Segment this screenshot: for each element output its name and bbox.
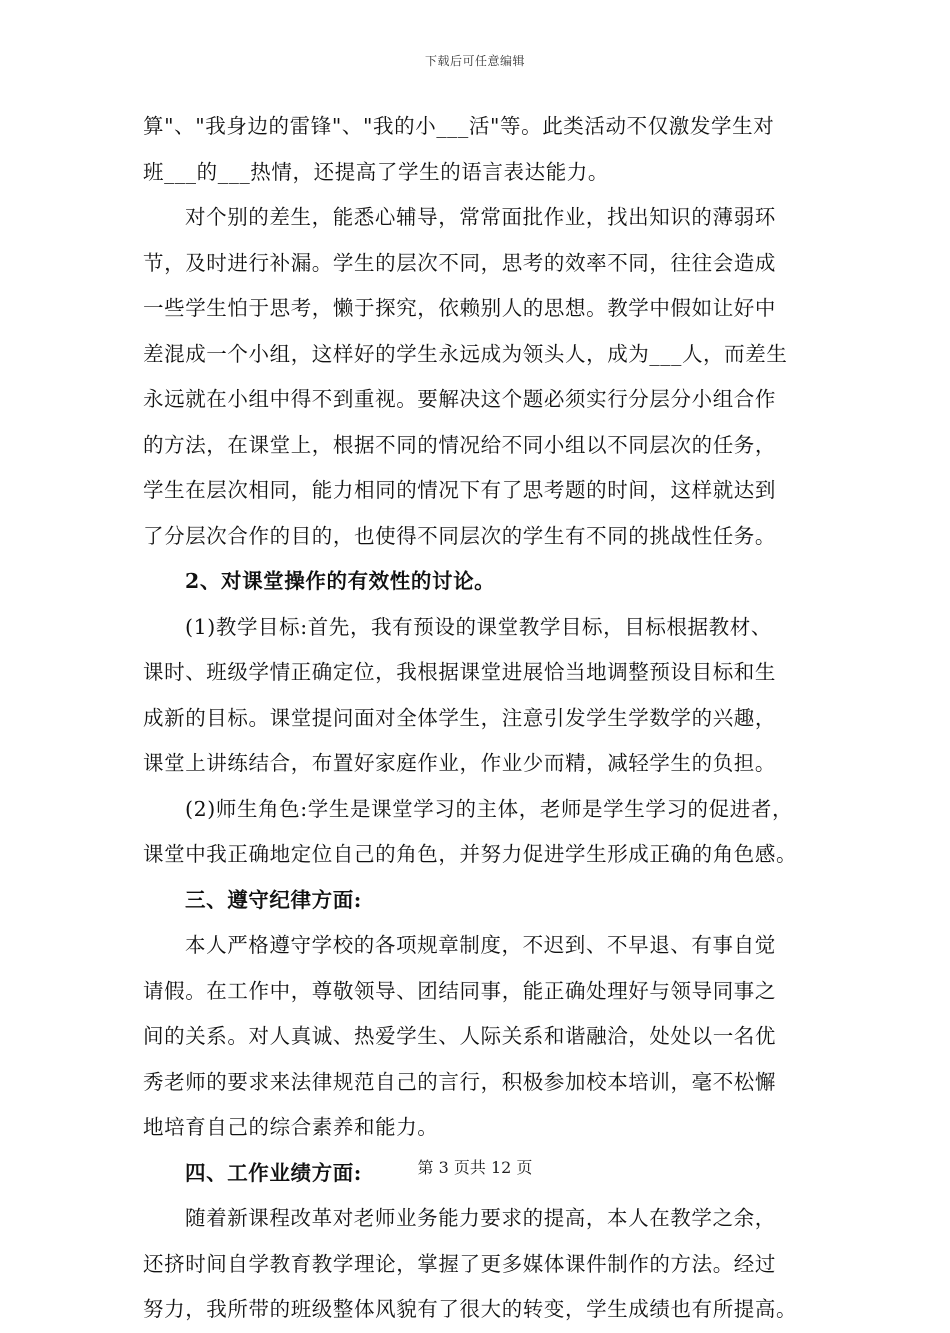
section-heading: 2、对课堂操作的有效性的讨论。 (185, 569, 496, 593)
text-line: 间的关系。对人真诚、热爱学生、人际关系和谐融洽，处处以一名优 (143, 1024, 776, 1048)
text-line: 差混成一个小组，这样好的学生永远成为领头人，成为___人，而差生 (143, 341, 788, 366)
text-line: 的方法，在课堂上，根据不同的情况给不同小组以不同层次的任务， (143, 432, 776, 457)
text-line: 学生在层次相同，能力相同的情况下有了思考题的时间，这样就达到 (143, 478, 776, 502)
text-line: 地培育自己的综合素养和能力。 (143, 1115, 439, 1139)
paragraph-start: (2)师生角色:学生是课堂学习的主体，老师是学生学习的促进者， (185, 796, 794, 821)
page-footer: 第 3 页共 12 页 (417, 1158, 533, 1177)
text-line: 节，及时进行补漏。学生的层次不同，思考的效率不同，往往会造成 (143, 250, 776, 275)
text-line: 课时、班级学情正确定位，我根据课堂进展恰当地调整预设目标和生 (143, 660, 776, 684)
text-line: 成新的目标。课堂提问面对全体学生，注意引发学生学数学的兴趣， (143, 705, 776, 730)
text-line: 一些学生怕于思考，懒于探究，依赖别人的思想。教学中假如让好中 (143, 296, 776, 320)
section-heading: 三、遵守纪律方面: (185, 887, 362, 912)
paragraph-start: (1)教学目标:首先，我有预设的课堂教学目标，目标根据教材、 (185, 614, 772, 639)
text-line: 算"、"我身边的雷锋"、"我的小___活"等。此类活动不仅激发学生对 (143, 114, 775, 138)
text-line: 课堂上讲练结合，布置好家庭作业，作业少而精，减轻学生的负担。 (143, 751, 776, 775)
paragraph-start: 随着新课程改革对老师业务能力要求的提高，本人在教学之余， (185, 1206, 776, 1230)
text-line: 永远就在小组中得不到重视。要解决这个题必须实行分层分小组合作 (143, 387, 776, 411)
text-line: 努力，我所带的班级整体风貌有了很大的转变，学生成绩也有所提高。 (143, 1297, 798, 1321)
paragraph-start: 对个别的差生，能悉心辅导，常常面批作业，找出知识的薄弱环 (185, 205, 776, 229)
section-heading: 四、工作业绩方面: (185, 1160, 362, 1185)
document-body (143, 104, 808, 1333)
text-line: 请假。在工作中，尊敬领导、团结同事，能正确处理好与领导同事之 (143, 978, 776, 1003)
text-line: 了分层次合作的目的，也使得不同层次的学生有不同的挑战性任务。 (143, 523, 776, 548)
text-line: 课堂中我正确地定位自己的角色，并努力促进学生形成正确的角色感。 (143, 842, 798, 866)
text-line: 还挤时间自学教育教学理论，掌握了更多媒体课件制作的方法。经过 (143, 1251, 776, 1276)
text-line: 秀老师的要求来法律规范自己的言行，积极参加校本培训，毫不松懈 (143, 1069, 776, 1094)
page-header: 下载后可任意编辑 (424, 54, 525, 68)
paragraph-start: 本人严格遵守学校的各项规章制度，不迟到、不早退、有事自觉 (185, 933, 776, 957)
text-line: 班___的___热情，还提高了学生的语言表达能力。 (143, 159, 609, 184)
